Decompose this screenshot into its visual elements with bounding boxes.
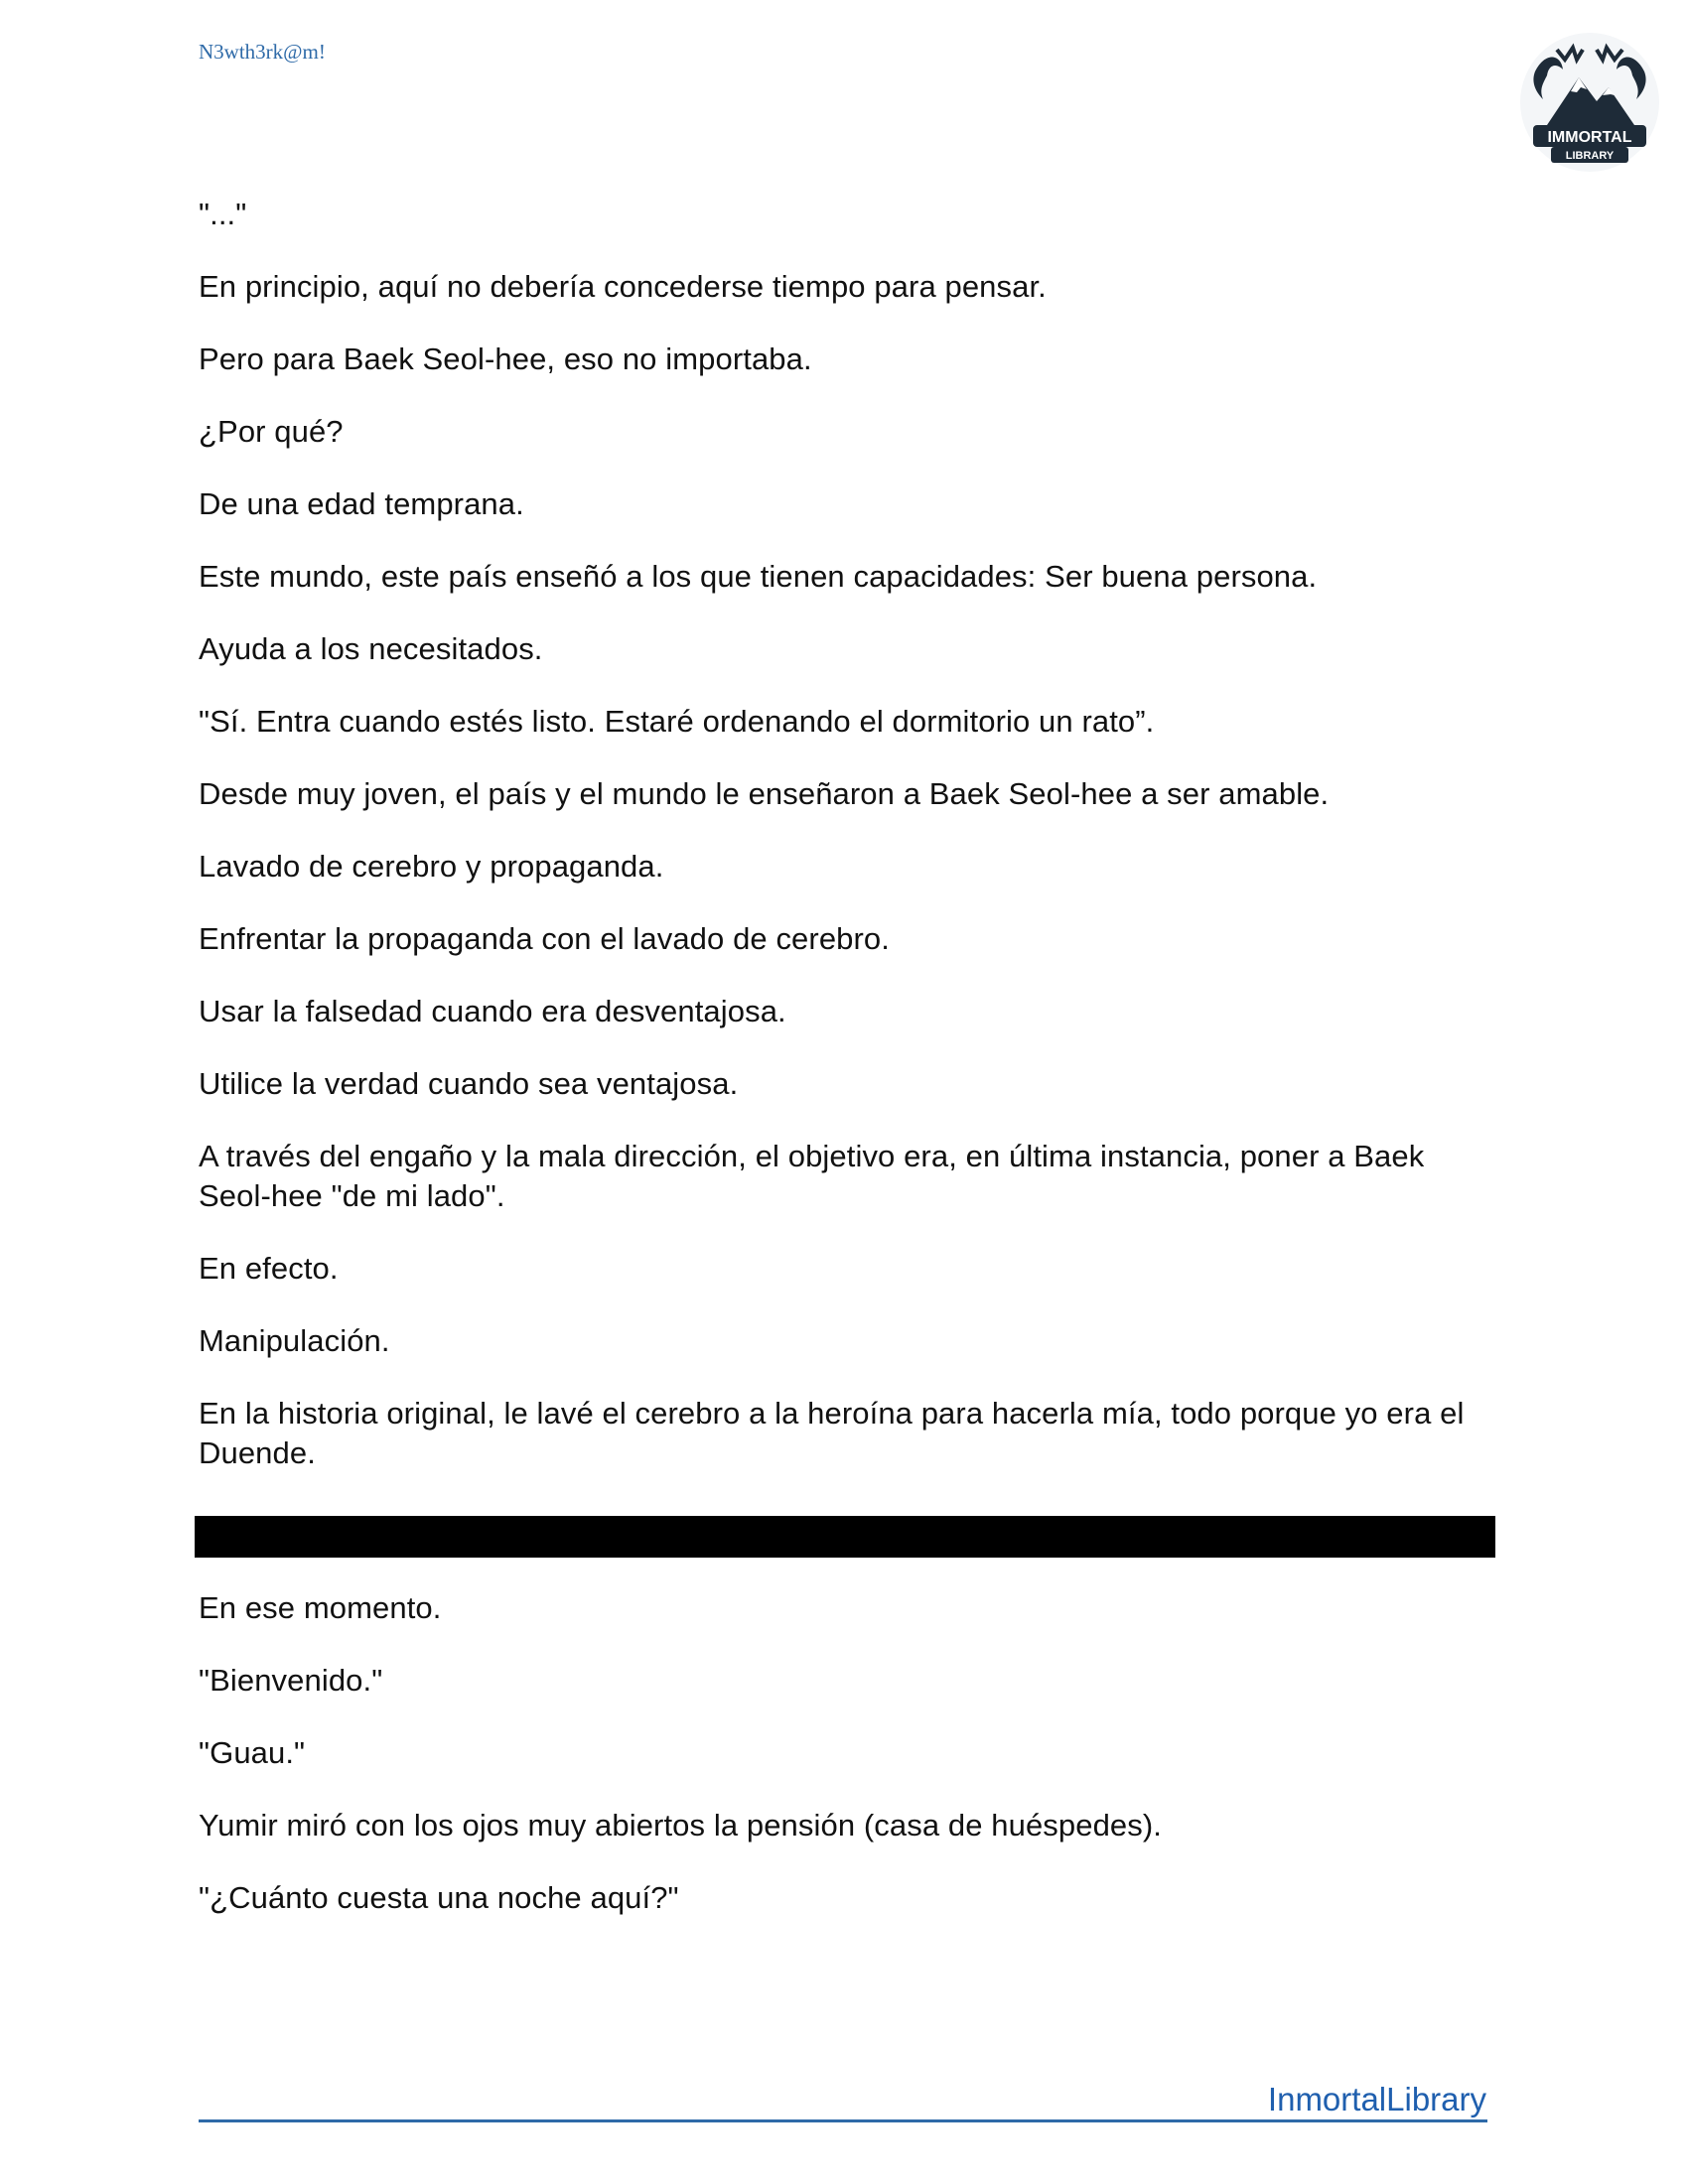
immortal-library-logo xyxy=(1517,30,1662,175)
paragraph: En efecto. xyxy=(199,1251,339,1286)
paragraph: Enfrentar la propaganda con el lavado de cerebro. xyxy=(199,921,890,956)
paragraph: Este mundo, este país enseñó a los que tienen capacidades: Ser buena persona. xyxy=(199,559,1318,594)
paragraph: Manipulación. xyxy=(199,1323,390,1358)
paragraph: ¿Por qué? xyxy=(199,414,344,449)
paragraph: Desde muy joven, el país y el mundo le enseñaron a Baek Seol-hee a ser amable. xyxy=(199,776,1330,811)
footer-link[interactable]: InmortalLibrary xyxy=(1267,2081,1486,2117)
paragraph: Utilice la verdad cuando sea ventajosa. xyxy=(199,1066,739,1101)
paragraph: Lavado de cerebro y propaganda. xyxy=(199,849,664,884)
paragraph: Usar la falsedad cuando era desventajosa. xyxy=(199,994,786,1028)
paragraph: "..." xyxy=(199,197,247,231)
logo-line2: LIBRARY xyxy=(1565,150,1615,162)
logo-line1: IMMORTAL xyxy=(1547,129,1632,146)
paragraph: Yumir miró con los ojos muy abiertos la pensión (casa de huéspedes). xyxy=(199,1808,1163,1843)
paragraph: A través del engaño y la mala dirección, el objetivo era, en última instancia, poner a Baek Seol-hee "de mi lado". xyxy=(199,1139,1425,1213)
paragraph: Ayuda a los necesitados. xyxy=(199,631,543,666)
paragraph: En la historia original, le lavé el cerebro a la heroína para hacerla mía, todo porque yo era el Duende. xyxy=(199,1396,1465,1470)
paragraph: "¿Cuánto cuesta una noche aquí?" xyxy=(199,1880,679,1915)
paragraph: "Bienvenido." xyxy=(199,1663,383,1698)
paragraph: Pero para Baek Seol-hee, eso no importaba. xyxy=(199,341,812,376)
paragraph: "Guau." xyxy=(199,1735,306,1770)
section-divider xyxy=(195,1516,1495,1558)
body-text-top xyxy=(199,195,1489,1506)
footer-rule xyxy=(199,2119,1487,2122)
header-watermark: N3wth3rk@m! xyxy=(199,40,326,64)
paragraph: "Sí. Entra cuando estés listo. Estaré ordenando el dormitorio un rato”. xyxy=(199,704,1155,739)
body-text-bottom xyxy=(199,1588,1489,1951)
logo-emblem-icon xyxy=(1517,30,1662,175)
paragraph: De una edad temprana. xyxy=(199,486,524,521)
paragraph: En principio, aquí no debería concederse tiempo para pensar. xyxy=(199,269,1047,304)
paragraph: En ese momento. xyxy=(199,1590,442,1625)
